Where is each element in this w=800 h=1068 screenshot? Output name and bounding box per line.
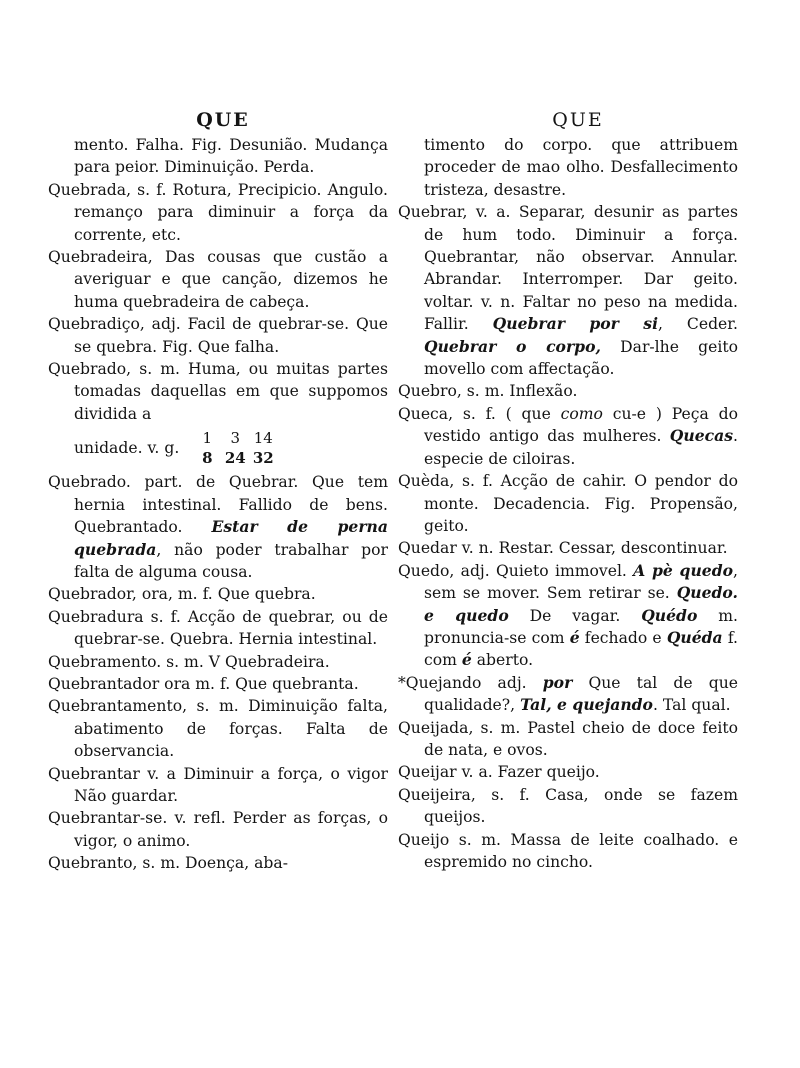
entry-text: . Tal qual.	[652, 696, 731, 715]
fraction-label: unidade. v. g.	[74, 439, 180, 458]
entry-queijar: Queijar v. a. Fazer queijo.	[398, 763, 600, 782]
entry-text: Queca, s. f. ( que	[398, 404, 561, 423]
entry-italic: é	[569, 627, 580, 647]
entry-italic: Quebrar o corpo,	[424, 336, 601, 356]
entry-italic: Quedo. e quedo	[424, 583, 738, 625]
fraction-denominator: 8	[202, 449, 213, 468]
entry-text: De vagar.	[508, 606, 642, 625]
entry-text: aberto.	[471, 651, 534, 670]
entry-quebrar	[398, 201, 738, 380]
fraction-numerator: 3	[230, 429, 241, 448]
entry-quejando	[398, 672, 738, 717]
entry-quebradeira: Quebradeira, Das cousas que custão a averiguar e que canção, dizemos he huma quebradeira de cabeça.	[48, 248, 388, 311]
right-page-header: QUE	[552, 109, 604, 131]
entry-text: Quebrar, v. a. Separar, desunir as partes de hum todo. Diminuir a força. Quebrantar, não observar. Annular. Abrandar. Interromper. Dar geito. voltar. v. n. Faltar no peso na medida. Fallir.	[398, 203, 738, 334]
entry-italic: por	[542, 672, 573, 692]
entry-quebrantar: Quebrantar v. a Diminuir a força, o vigor Não guardar.	[48, 764, 388, 805]
left-column	[48, 108, 388, 875]
right-column	[398, 108, 738, 873]
entry-continuation: timento do corpo. que attribuem proceder de mao olho. Desfallecimento tristeza, desastre.	[424, 136, 738, 199]
entry-quedo	[398, 560, 738, 672]
fraction-grid	[193, 428, 277, 468]
fraction-example	[48, 425, 388, 471]
entry-quebrado-noun: Quebrado, s. m. Huma, ou muitas partes tomadas daquellas em que suppomos dividida a	[48, 360, 388, 423]
entry-text: *Quejando adj.	[398, 673, 543, 692]
entry-queijada: Queijada, s. m. Pastel cheio de doce feito de nata, e ovos.	[398, 718, 738, 759]
entry-text: fechado e	[579, 628, 667, 647]
entry-quebrantamento: Quebrantamento, s. m. Diminuição falta, abatimento de forças. Falta de observancia.	[48, 697, 388, 761]
entry-queijo: Queijo s. m. Massa de leite coalhado. e espremido no cincho.	[398, 830, 738, 871]
entry-italic: Tal, e quejando	[520, 695, 653, 715]
entry-italic: como	[560, 404, 603, 423]
entry-quebro: Quebro, s. m. Inflexão.	[398, 382, 578, 401]
entry-italic: Estar de perna quebrada	[74, 517, 388, 559]
entry-text: , Ceder.	[658, 315, 738, 334]
entry-italic: Quebrar por si	[492, 314, 659, 334]
entry-quebradura: Quebradura s. f. Acção de quebrar, ou de quebrar-se. Quebra. Hernia intestinal.	[48, 607, 388, 649]
entry-quebradico: Quebradiço, adj. Facil de quebrar-se. Que se quebra. Fig. Que falha.	[48, 315, 388, 356]
entry-text: . especie de ciloiras.	[424, 427, 738, 468]
entry-text: Quebrado. part. de Quebrar. Que tem hernia intestinal. Fallido de bens. Quebrantado.	[48, 473, 388, 537]
entry-queda: Quèda, s. f. Acção de cahir. O pendor do monte. Decadencia. Fig. Propensão, geito.	[398, 472, 738, 535]
entry-quebrada: Quebrada, s. f. Rotura, Precipicio. Angulo. remanço para diminuir a força da corrente, etc.	[48, 180, 388, 244]
fraction-denominator: 24	[224, 449, 246, 468]
entry-quebrantar-se: Quebrantar-se. v. refl. Perder as forças, o vigor, o animo.	[48, 809, 388, 850]
entry-text: f. com	[424, 628, 739, 670]
entry-text: m. pronuncia-se com	[424, 606, 739, 647]
entry-quebrador: Quebrador, ora, m. f. Que quebra.	[48, 585, 316, 604]
entry-italic: Quédo	[641, 605, 698, 625]
fraction-numerator: 1	[202, 429, 213, 448]
entry-text: cu-e ) Peça do vestido antigo das mulheres.	[424, 404, 739, 446]
entry-quedar: Quedar v. n. Restar. Cessar, descontinuar.	[398, 539, 728, 558]
entry-italic: Quéda	[666, 627, 723, 647]
fraction-denominator: 32	[252, 449, 274, 468]
entry-text: Quedo, adj. Quieto immovel.	[398, 561, 634, 580]
entry-queca	[398, 403, 738, 470]
entry-text: Dar-lhe geito movello com affectação.	[424, 337, 738, 379]
entry-italic: Quecas	[669, 426, 734, 446]
entry-text: , não poder trabalhar por falta de alguma cousa.	[74, 540, 388, 581]
entry-text: , sem se mover. Sem retirar se.	[424, 561, 738, 603]
entry-quebrantador: Quebrantador ora m. f. Que quebranta.	[48, 674, 359, 693]
entry-continuation: mento. Falha. Fig. Desunião. Mudança para peior. Diminuição. Perda.	[74, 136, 388, 177]
entry-quebranto: Quebranto, s. m. Doença, aba-	[48, 854, 288, 873]
entry-quebrado-part	[48, 471, 388, 583]
entry-text: Que tal de que qualidade?,	[424, 673, 738, 715]
entry-italic: é	[461, 650, 472, 670]
left-page-header: QUE	[196, 109, 250, 131]
fraction-numerator: 14	[253, 429, 273, 448]
entry-quebramento: Quebramento. s. m. V Quebradeira.	[48, 652, 330, 671]
entry-queijeira: Queijeira, s. f. Casa, onde se fazem queijos.	[398, 785, 738, 827]
entry-italic: A pè quedo	[633, 560, 734, 580]
